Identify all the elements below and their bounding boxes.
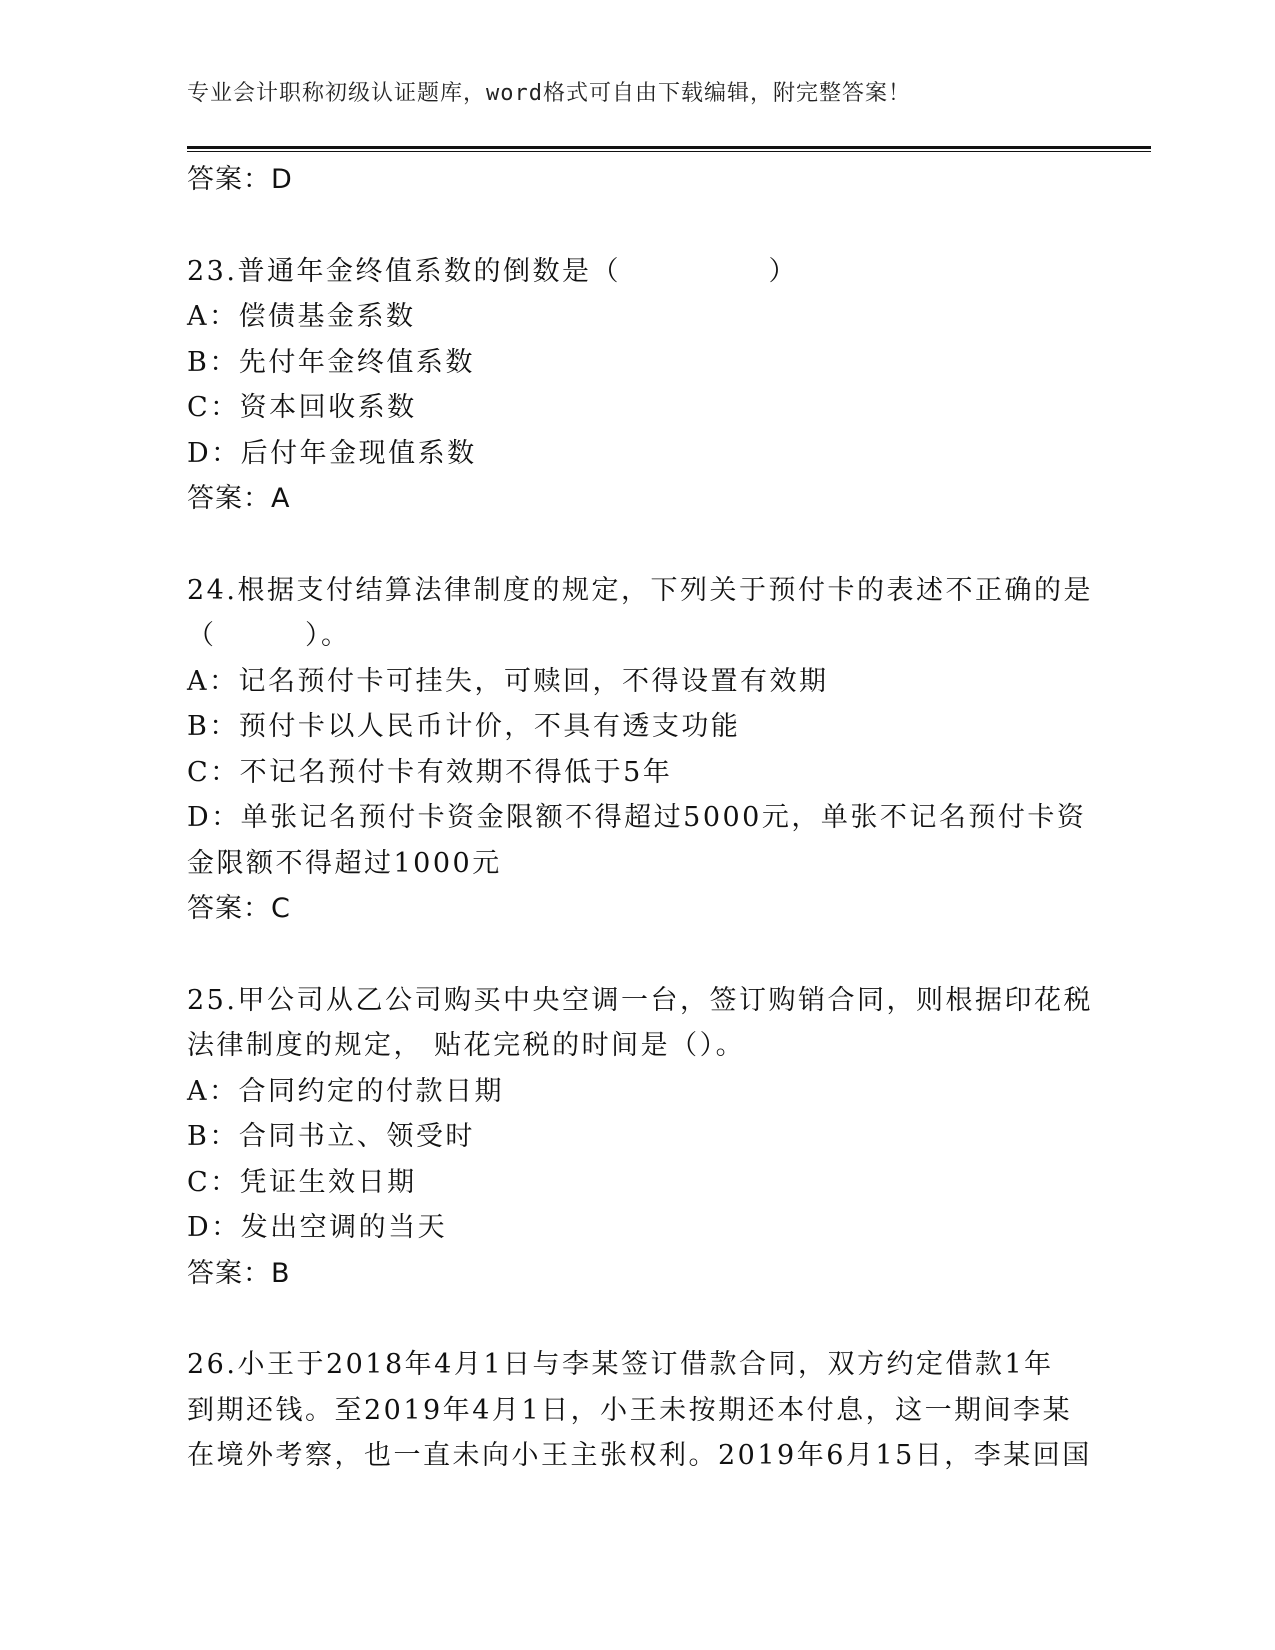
- question-stem: 26.小王于2018年4月1日与李某签订借款合同，双方约定借款1年: [187, 1349, 1054, 1380]
- answer: 答案：C: [187, 893, 291, 924]
- option-b: B：预付卡以人民币计价，不具有透支功能: [187, 711, 741, 742]
- answer: 答案：B: [187, 1257, 291, 1289]
- option-b: B：先付年金终值系数: [187, 346, 475, 378]
- option-d: D：后付年金现值系数: [187, 437, 477, 469]
- question-26: [187, 1342, 1092, 1479]
- previous-answer: 答案：D: [187, 164, 293, 195]
- answer: 答案：A: [187, 483, 291, 514]
- option-d-continued: 金限额不得超过1000元: [187, 847, 502, 879]
- question-stem: 25.甲公司从乙公司购买中央空调一台，签订购销合同，则根据印花税: [187, 984, 1093, 1016]
- header-rule-thick: [187, 146, 1151, 149]
- option-c: C：凭证生效日期: [187, 1166, 417, 1198]
- question-stem: 24.根据支付结算法律制度的规定，下列关于预付卡的表述不正确的是: [187, 574, 1093, 606]
- option-c: C：不记名预付卡有效期不得低于5年: [187, 756, 673, 788]
- page-header: 专业会计职称初级认证题库，word格式可自由下载编辑，附完整答案！: [187, 81, 911, 106]
- option-b: B：合同书立、领受时: [187, 1121, 475, 1152]
- question-stem: 23.普通年金终值系数的倒数是（ ）: [187, 255, 798, 287]
- header-rule-thin: [187, 151, 1151, 152]
- question-25: [187, 978, 1093, 1297]
- option-a: A：偿债基金系数: [187, 301, 416, 332]
- option-d: D：单张记名预付卡资金限额不得超过5000元，单张不记名预付卡资: [187, 802, 1087, 833]
- option-a: A：记名预付卡可挂失，可赎回，不得设置有效期: [187, 665, 829, 697]
- option-d: D：发出空调的当天: [187, 1212, 448, 1243]
- question-stem-continued: （ ）。: [187, 620, 351, 651]
- question-23: [187, 249, 1087, 522]
- option-c: C：资本回收系数: [187, 392, 417, 423]
- question-stem-continued: 法律制度的规定， 贴花完税的时间是（）。: [187, 1030, 746, 1061]
- question-list: [187, 157, 1093, 1479]
- option-a: A：合同约定的付款日期: [187, 1075, 504, 1107]
- question-stem-continued: 到期还钱。至2019年4月1日，小王未按期还本付息，这一期间李某: [187, 1394, 1073, 1426]
- question-stem-continued: 在境外考察，也一直未向小王主张权利。2019年6月15日，李某回国: [187, 1440, 1092, 1471]
- question-24: [187, 568, 1093, 932]
